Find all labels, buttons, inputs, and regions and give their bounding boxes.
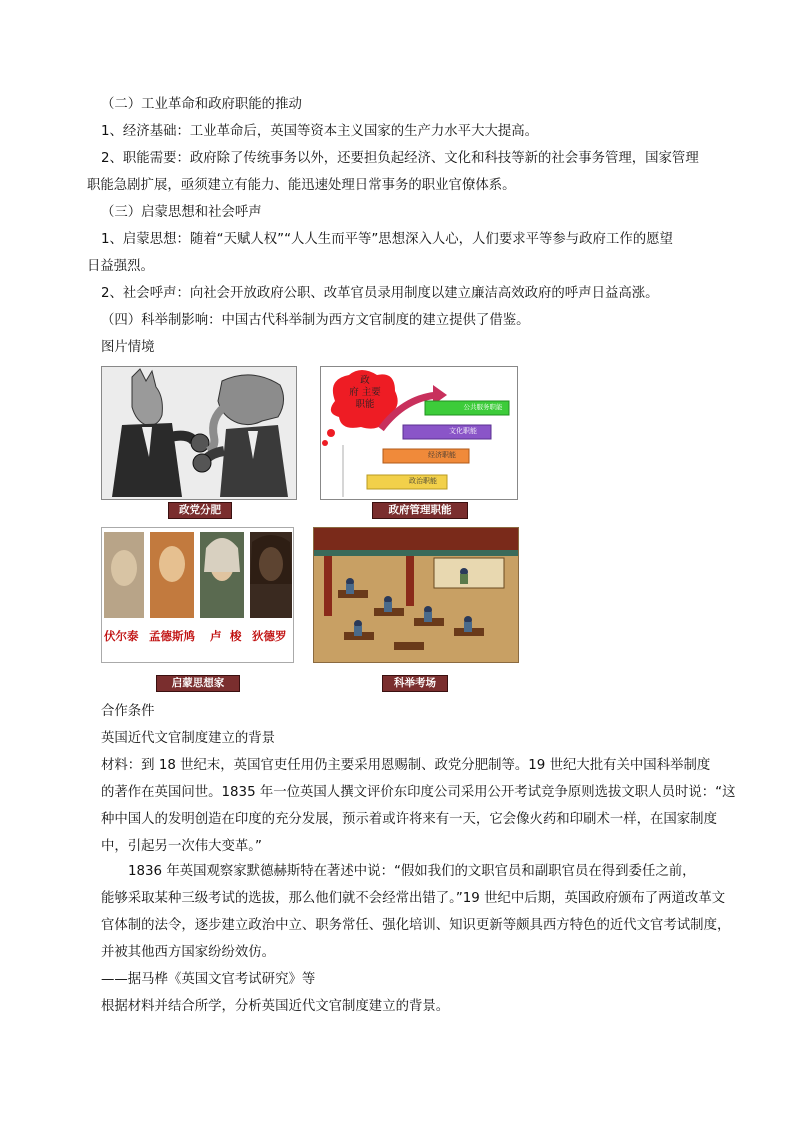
section-3-point-2: 2、社会呼声：向社会开放政府公职、改革官员录用制度以建立廉洁高效政府的呼声日益高涨。 — [101, 286, 659, 301]
material-line-2: 的著作在英国问世。1835 年一位英国人撰文评价东印度公司采用公开考试竞争原则选拔文职人员时说：“这 — [101, 785, 736, 800]
section-2-point-1: 1、经济基础：工业革命后，英国等资本主义国家的生产力水平大大提高。 — [101, 124, 539, 139]
picture-heading: 图片情境 — [101, 340, 155, 355]
donkey-elephant-boxing-illustration — [102, 367, 296, 499]
material-line-1: 材料：到 18 世纪末，英国官吏任用仍主要采用恩赐制、政党分肥制等。19 世纪大批有关中国科举制度 — [101, 758, 711, 773]
exam-hall-painting — [314, 528, 518, 662]
bubble-word-1: 政 — [360, 375, 370, 386]
section-2-title: （二）工业革命和政府职能的推动 — [101, 97, 302, 112]
name-rousseau-1: 卢 — [210, 629, 222, 643]
step-economy: 经济职能 — [428, 451, 456, 459]
functions-bubble-text — [335, 375, 395, 411]
step-politics: 政治职能 — [409, 477, 437, 485]
imperial-exam-caption: 科举考场 — [382, 675, 448, 692]
material-line-4: 中，引起另一次伟大变革。” — [101, 839, 262, 854]
material-line-6: 能够采取某种三级考试的选拔，那么他们就不会经常出错了。”19 世纪中后期，英国政府颁布了两道改革文 — [101, 891, 726, 906]
name-voltaire: 伏尔泰 — [104, 629, 139, 643]
government-functions-image — [320, 366, 518, 500]
material-line-8: 并被其他西方国家纷纷效仿。 — [101, 945, 276, 960]
enlightenment-thinkers-image — [101, 527, 294, 663]
step-culture: 文化职能 — [449, 427, 477, 435]
name-montesquieu: 孟德斯鸠 — [149, 629, 195, 643]
section-4-text: （四）科举制影响：中国古代科举制为西方文官制度的建立提供了借鉴。 — [101, 313, 530, 328]
material-line-7: 官体制的法令，逐步建立政治中立、职务常任、强化培训、知识更新等颇具西方特色的近代文官考试制度， — [101, 918, 731, 933]
section-2-point-2a: 2、职能需要：政府除了传统事务以外，还要担负起经济、文化和科技等新的社会事务管理，国家管理 — [101, 151, 699, 166]
government-functions-caption: 政府管理职能 — [372, 502, 468, 519]
name-rousseau-2: 梭 — [230, 629, 242, 643]
name-diderot: 狄德罗 — [252, 629, 287, 643]
party-spoils-caption: 政党分肥 — [168, 502, 232, 519]
material-line-5: 1836 年英国观察家默德赫斯特在著述中说：“假如我们的文职官员和副职官员在得到委任之前， — [128, 864, 696, 879]
enlightenment-caption: 启蒙思想家 — [156, 675, 240, 692]
section-3-point-1b: 日益强烈。 — [87, 259, 154, 274]
step-public-service: 公共服务职能 — [463, 403, 503, 411]
party-spoils-image — [101, 366, 297, 500]
section-3-point-1a: 1、启蒙思想：随着“天赋人权”“人人生而平等”思想深入人心，人们要求平等参与政府工作的愿望 — [101, 232, 673, 247]
coop-subheading: 英国近代文官制度建立的背景 — [101, 731, 276, 746]
imperial-exam-hall-image — [313, 527, 519, 663]
section-3-title: （三）启蒙思想和社会呼声 — [101, 205, 262, 220]
section-2-point-2b: 职能急剧扩展，亟须建立有能力、能迅速处理日常事务的职业官僚体系。 — [87, 178, 516, 193]
material-line-3: 种中国人的发明创造在印度的充分发展，预示着或许将来有一天，它会像火药和印刷术一样，在国家制度 — [101, 812, 717, 827]
bubble-word-4: 职能 — [355, 399, 375, 410]
coop-heading: 合作条件 — [101, 704, 155, 719]
material-source: ——据马桦《英国文官考试研究》等 — [101, 972, 316, 987]
bubble-word-3: 主要 — [361, 387, 381, 398]
coop-question: 根据材料并结合所学，分析英国近代文官制度建立的背景。 — [101, 999, 450, 1014]
bubble-word-2: 府 — [349, 387, 359, 398]
